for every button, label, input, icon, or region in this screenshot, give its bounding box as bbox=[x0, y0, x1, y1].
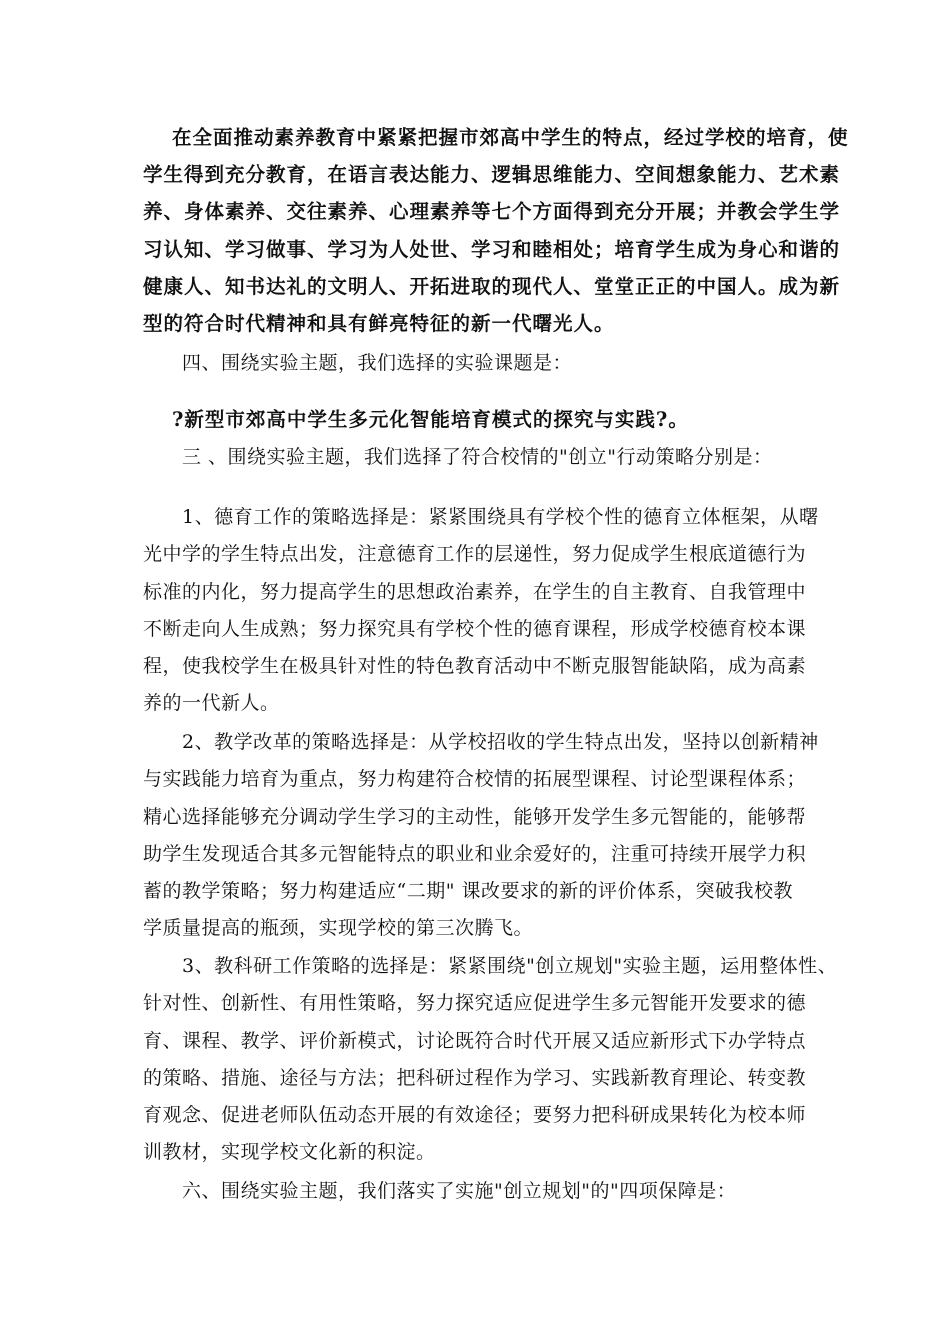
intro-line: 学生得到充分教育，在语言表达能力、逻辑思维能力、空间想象能力、艺术素 bbox=[143, 163, 841, 186]
strategy-line: 的策略、措施、途径与方法；把科研过程作为学习、实践新教育理论、转变教 bbox=[143, 1067, 807, 1089]
strategy-line: 精心选择能够充分调动学生学习的主动性，能够开发学生多元智能的，能够帮 bbox=[143, 806, 807, 828]
intro-line: 习认知、学习做事、学习为人处世、学习和睦相处；培育学生成为身心和谐的 bbox=[143, 238, 841, 261]
section-four-heading: 四、围绕实验主题，我们选择的实验课题是： bbox=[182, 352, 573, 374]
intro-line: 健康人、知书达礼的文明人、开拓进取的现代人、堂堂正正的中国人。成为新 bbox=[143, 275, 841, 298]
strategy-line: 1、德育工作的策略选择是：紧紧围绕具有学校个性的德育立体框架，从曙 bbox=[182, 506, 819, 528]
strategy-line: 学质量提高的瓶颈，实现学校的第三次腾飞。 bbox=[143, 917, 534, 939]
intro-line: 养、身体素养、交往素养、心理素养等七个方面得到充分开展；并教会学生学 bbox=[143, 200, 841, 223]
intro-line: 在全面推动素养教育中紧紧把握市郊高中学生的特点，经过学校的培育，使 bbox=[172, 126, 849, 149]
strategy-line: 与实践能力培育为重点，努力构建符合校情的拓展型课程、讨论型课程体系； bbox=[143, 768, 807, 790]
strategy-line: 助学生发现适合其多元智能特点的职业和业余爱好的，注重可持续开展学力积 bbox=[143, 843, 807, 865]
intro-line: 型的符合时代精神和具有鲜亮特征的新一代曙光人。 bbox=[143, 312, 615, 335]
section-three-heading: 三 、围绕实验主题，我们选择了符合校情的"创立"行动策略分别是： bbox=[182, 446, 773, 468]
strategy-line: 养的一代新人。 bbox=[143, 692, 280, 714]
section-six-heading: 六、围绕实验主题，我们落实了实施"创立规划"的"四项保障是： bbox=[182, 1180, 737, 1202]
strategy-line: 标准的内化，努力提高学生的思想政治素养，在学生的自主教育、自我管理中 bbox=[143, 581, 807, 603]
strategy-line: 程，使我校学生在极具针对性的特色教育活动中不断克服智能缺陷，成为高素 bbox=[143, 655, 807, 677]
strategy-line: 训教材，实现学校文化新的积淀。 bbox=[143, 1141, 436, 1163]
strategy-line: 蓄的教学策略；努力构建适应“二期" 课改要求的新的评价体系，突破我校教 bbox=[143, 880, 793, 902]
strategy-line: 育、课程、教学、评价新模式，讨论既符合时代开展又适应新形式下办学特点 bbox=[143, 1030, 807, 1052]
strategy-line: 光中学的学生特点出发，注意德育工作的层递性，努力促成学生根底道德行为 bbox=[143, 543, 807, 565]
strategy-line: 育观念、促进老师队伍动态开展的有效途径；要努力把科研成果转化为校本师 bbox=[143, 1104, 807, 1126]
strategy-line: 针对性、创新性、有用性策略，努力探究适应促进学生多元智能开发要求的德 bbox=[143, 992, 807, 1014]
strategy-line: 2、教学改革的策略选择是：从学校招收的学生特点出发，坚持以创新精神 bbox=[182, 731, 819, 753]
strategy-line: 3、教科研工作策略的选择是：紧紧围绕"创立规划"实验主题，运用整体性、 bbox=[182, 955, 838, 977]
topic-title: ?新型市郊高中学生多元化智能培育模式的探究与实践?。 bbox=[172, 408, 689, 431]
strategy-line: 不断走向人生成熟；努力探究具有学校个性的德育课程，形成学校德育校本课 bbox=[143, 618, 807, 640]
